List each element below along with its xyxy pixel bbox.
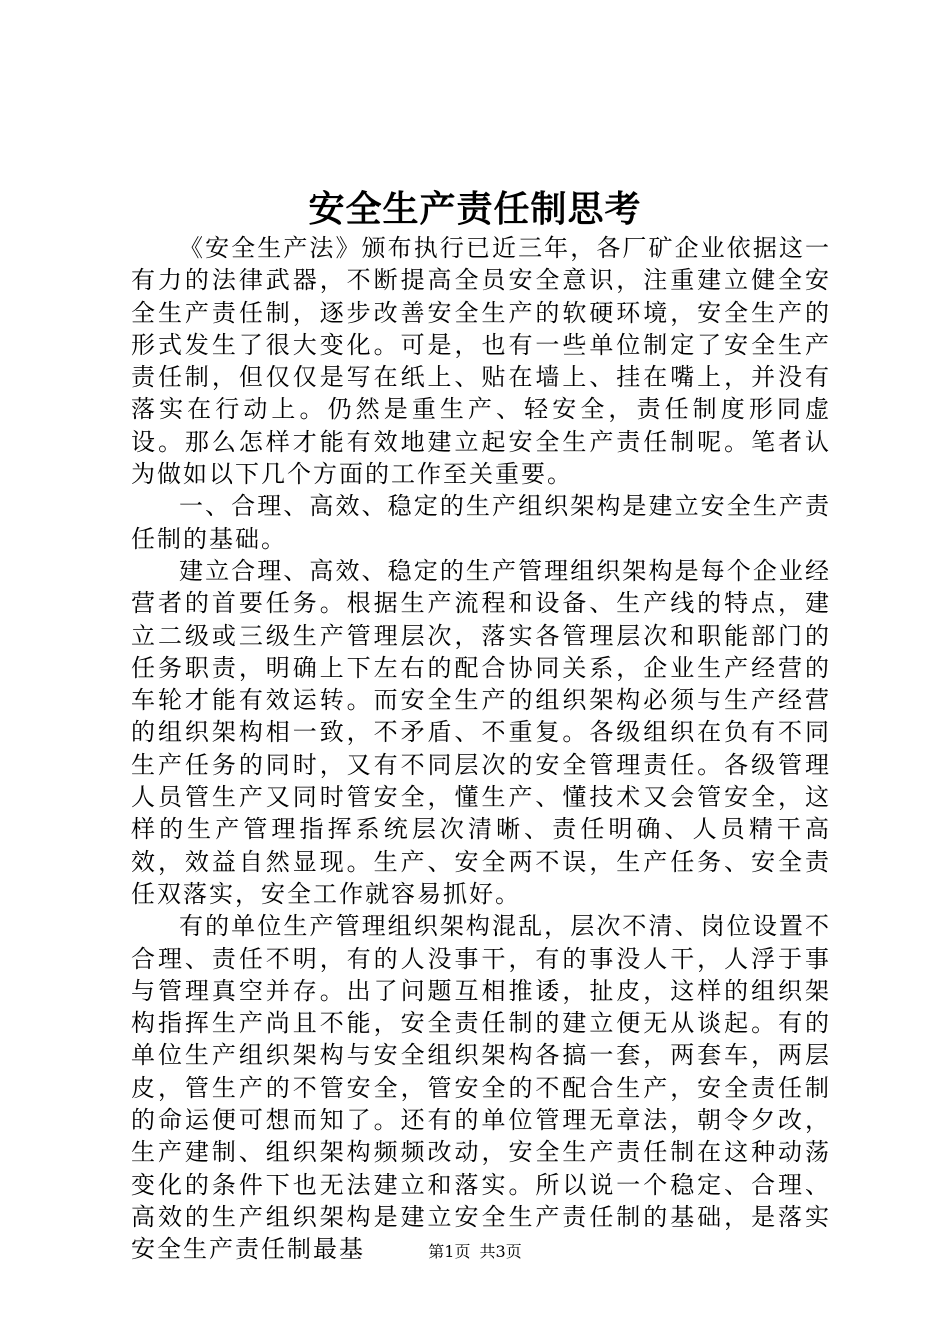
paragraph-body: 有的单位生产管理组织架构混乱，层次不清、岗位设置不合理、责任不明，有的人没事干，有的事没人干，人浮于事与管理真空并存。出了问题互相推诿，扯皮，这样的组织架构指挥生产尚且不能，安全责任制的建立便无从谈起。有的单位生产组织架构与安全组织架构各搞一套，两套车，两层皮，管生产的不管安全，管安全的不配合生产，安全责任制的命运便可想而知了。还有的单位管理无章法，朝令夕改，生产建制、组织架构频频改动，安全生产责任制在这种动荡变化的条件下也无法建立和落实。所以说一个稳定、合理、高效的生产组织架构是建立安全生产责任制的基础，是落实安全生产责任制最基	[131, 912, 831, 1264]
page-number: 第1页	[428, 1242, 471, 1261]
page-footer	[0, 1240, 950, 1264]
page-total: 共3页	[479, 1242, 522, 1261]
paragraph-section-heading: 一、合理、高效、稳定的生产组织架构是建立安全生产责任制的基础。	[131, 492, 831, 553]
paragraph-intro: 《安全生产法》颁布执行已近三年，各厂矿企业依据这一有力的法律武器，不断提高全员安全意识，注重建立健全安全生产责任制，逐步改善安全生产的软硬环境，安全生产的形式发生了很大变化。可是，也有一些单位制定了安全生产责任制，但仅仅是写在纸上、贴在墙上、挂在嘴上，并没有落实在行动上。仍然是重生产、轻安全，责任制度形同虚设。那么怎样才能有效地建立起安全生产责任制呢。笔者认为做如以下几个方面的工作至关重要。	[131, 234, 831, 489]
document-title: 安全生产责任制思考	[308, 188, 642, 230]
paragraph-body: 建立合理、高效、稳定的生产管理组织架构是每个企业经营者的首要任务。根据生产流程和设备、生产线的特点，建立二级或三级生产管理层次，落实各管理层次和职能部门的任务职责，明确上下左右的配合协同关系，企业生产经营的车轮才能有效运转。而安全生产的组织架构必须与生产经营的组织架构相一致，不矛盾、不重复。各级组织在负有不同生产任务的同时，又有不同层次的安全管理责任。各级管理人员管生产又同时管安全，懂生产、懂技术又会管安全，这样的生产管理指挥系统层次清晰、责任明确、人员精干高效，效益自然显现。生产、安全两不误，生产任务、安全责任双落实，安全工作就容易抓好。	[131, 556, 831, 908]
document-body	[131, 232, 831, 1266]
